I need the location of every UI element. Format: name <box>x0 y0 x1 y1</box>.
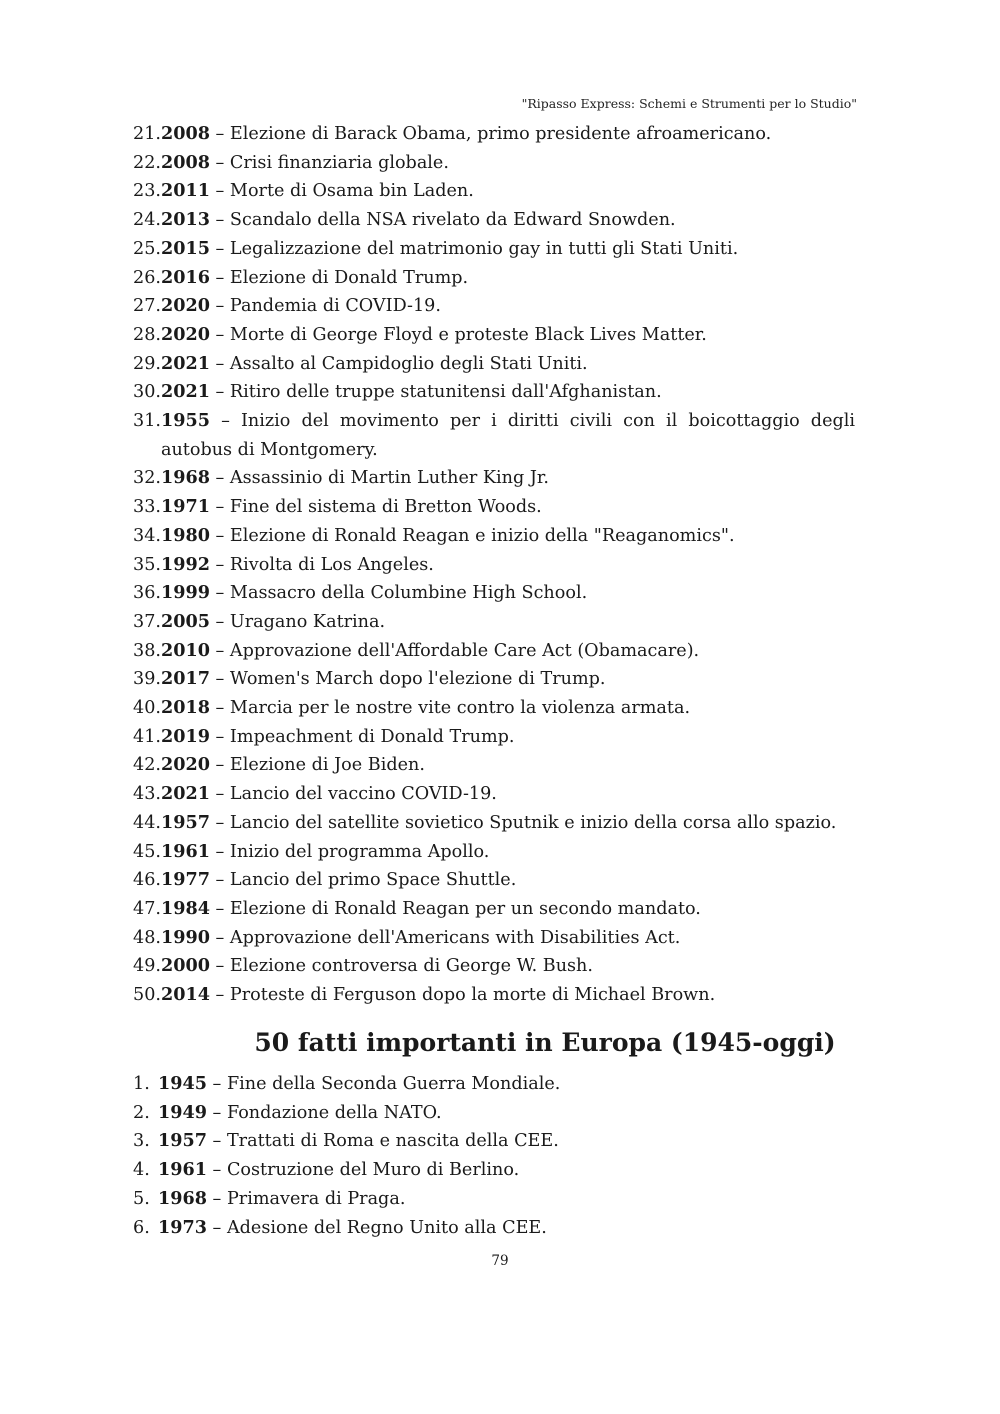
item-number: 29. <box>133 353 161 374</box>
list-item <box>133 149 855 178</box>
item-text: – Elezione di Donald Trump. <box>209 267 469 288</box>
list-item <box>133 694 855 723</box>
list-item <box>133 866 855 895</box>
item-text: – Proteste di Ferguson dopo la morte di Michael Brown. <box>209 985 716 1006</box>
list-item <box>133 838 855 867</box>
item-number: 21. <box>133 124 161 144</box>
item-text: – Fine della Seconda Guerra Mondiale. <box>206 1074 561 1094</box>
list-item <box>133 464 855 493</box>
europe-events-list <box>133 1070 855 1242</box>
item-text: – Fondazione della NATO. <box>206 1102 442 1123</box>
item-year: 1961 <box>158 1159 207 1181</box>
item-text: – Crisi finanziaria globale. <box>209 152 449 173</box>
list-item <box>133 177 855 206</box>
item-number: 30. <box>133 382 161 403</box>
list-item <box>133 1099 855 1128</box>
item-number: 5. <box>133 1188 150 1209</box>
item-year: 2021 <box>160 381 210 403</box>
item-year: 1971 <box>160 496 210 518</box>
list-item <box>133 378 855 407</box>
item-year: 2008 <box>160 123 210 144</box>
item-text: – Primavera di Praga. <box>206 1188 406 1209</box>
list-item <box>133 206 855 235</box>
item-number: 38. <box>133 640 161 661</box>
list-item <box>133 407 855 464</box>
item-number: 44. <box>133 812 161 833</box>
item-year: 2005 <box>160 610 210 632</box>
item-year: 2000 <box>160 955 210 977</box>
item-number: 4. <box>133 1160 150 1181</box>
item-year: 1949 <box>158 1101 207 1123</box>
item-number: 2. <box>133 1102 150 1123</box>
item-year: 2016 <box>160 266 210 288</box>
list-item <box>133 665 855 694</box>
list-item <box>133 321 855 350</box>
item-number: 36. <box>133 583 161 604</box>
page-number: 79 <box>491 1253 509 1269</box>
item-year: 1968 <box>160 467 210 489</box>
item-year: 1955 <box>160 410 210 432</box>
item-year: 2014 <box>160 984 210 1006</box>
item-number: 26. <box>133 267 161 288</box>
item-text: – Costruzione del Muro di Berlino. <box>206 1160 520 1181</box>
item-year: 2011 <box>160 180 210 202</box>
list-item <box>133 780 855 809</box>
item-text: – Fine del sistema di Bretton Woods. <box>209 497 542 518</box>
list-item <box>133 981 855 1010</box>
item-number: 41. <box>133 726 161 747</box>
list-item <box>133 264 855 293</box>
item-number: 39. <box>133 669 161 690</box>
item-number: 25. <box>133 238 161 259</box>
list-item <box>133 608 855 637</box>
item-text: – Inizio del programma Apollo. <box>209 841 490 862</box>
list-item <box>133 1070 855 1099</box>
item-text: – Ritiro delle truppe statunitensi dall'Afghanistan. <box>209 382 662 403</box>
item-number: 3. <box>133 1131 150 1152</box>
item-year: 2021 <box>160 352 210 374</box>
item-number: 24. <box>133 210 161 231</box>
item-year: 1980 <box>160 524 210 546</box>
item-number: 50. <box>133 985 161 1006</box>
list-item <box>133 1156 855 1185</box>
item-year: 1957 <box>158 1130 207 1152</box>
list-item <box>133 1214 855 1243</box>
item-text: – Elezione di Ronald Reagan per un secondo mandato. <box>209 898 701 919</box>
item-text: – Rivolta di Los Angeles. <box>209 554 434 575</box>
item-year: 2020 <box>160 754 210 776</box>
item-year: 2013 <box>160 209 210 231</box>
item-text: – Approvazione dell'Americans with Disabilities Act. <box>209 927 681 948</box>
item-number: 6. <box>133 1217 150 1238</box>
item-year: 2010 <box>160 639 210 661</box>
item-text: – Massacro della Columbine High School. <box>209 583 588 604</box>
item-text: – Women's March dopo l'elezione di Trump. <box>209 669 606 690</box>
list-item <box>133 292 855 321</box>
list-item <box>133 952 855 981</box>
list-item <box>133 551 855 580</box>
item-text: – Scandalo della NSA rivelato da Edward Snowden. <box>209 210 676 231</box>
list-item <box>133 723 855 752</box>
list-item <box>133 895 855 924</box>
item-text: – Lancio del satellite sovietico Sputnik e inizio della corsa allo spazio. <box>209 812 837 833</box>
item-text: – Uragano Katrina. <box>209 611 386 632</box>
item-number: 48. <box>133 927 161 948</box>
item-text: – Adesione del Regno Unito alla CEE. <box>206 1217 547 1238</box>
list-item <box>133 809 855 838</box>
item-text: – Morte di Osama bin Laden. <box>209 181 474 202</box>
list-item <box>133 924 855 953</box>
item-text: – Assassinio di Martin Luther King Jr. <box>209 468 549 489</box>
item-text: – Impeachment di Donald Trump. <box>209 726 515 747</box>
item-text: – Pandemia di COVID-19. <box>209 296 441 317</box>
item-text: – Marcia per le nostre vite contro la violenza armata. <box>209 698 691 719</box>
item-year: 2020 <box>160 323 210 345</box>
list-item <box>133 1185 855 1214</box>
item-text: – Elezione di Ronald Reagan e inizio della "Reaganomics". <box>209 525 735 546</box>
item-number: 32. <box>133 468 161 489</box>
item-year: 2019 <box>160 725 210 747</box>
item-year: 2018 <box>160 697 210 719</box>
item-number: 43. <box>133 784 161 805</box>
item-year: 2017 <box>160 668 210 690</box>
item-text: – Inizio del movimento per i diritti civili con il boicottaggio degli autobus di Montgomery. <box>160 411 855 460</box>
item-number: 47. <box>133 898 161 919</box>
item-year: 1961 <box>160 840 210 862</box>
section-title: 50 fatti importanti in Europa (1945-oggi) <box>254 1028 836 1057</box>
usa-events-list <box>133 120 855 1010</box>
item-year: 1990 <box>160 926 210 948</box>
item-number: 27. <box>133 296 161 317</box>
list-item <box>133 579 855 608</box>
list-item <box>133 1127 855 1156</box>
item-text: – Elezione di Barack Obama, primo presidente afroamericano. <box>209 124 772 144</box>
item-number: 1. <box>133 1074 150 1094</box>
item-year: 2021 <box>160 783 210 805</box>
list-item <box>133 493 855 522</box>
item-number: 40. <box>133 698 161 719</box>
item-number: 46. <box>133 870 161 891</box>
list-item <box>133 120 855 149</box>
item-year: 1973 <box>158 1216 207 1238</box>
list-item <box>133 637 855 666</box>
item-year: 2020 <box>160 295 210 317</box>
list-item <box>133 522 855 551</box>
item-number: 28. <box>133 324 161 345</box>
item-number: 42. <box>133 755 161 776</box>
running-header: "Ripasso Express: Schemi e Strumenti per lo Studio" <box>521 96 857 111</box>
list-item <box>133 751 855 780</box>
item-year: 1977 <box>160 869 210 891</box>
item-text: – Legalizzazione del matrimonio gay in tutti gli Stati Uniti. <box>209 238 739 259</box>
item-text: – Approvazione dell'Affordable Care Act (Obamacare). <box>209 640 700 661</box>
item-year: 1992 <box>160 553 210 575</box>
item-text: – Elezione controversa di George W. Bush. <box>209 956 593 977</box>
item-year: 2008 <box>160 151 210 173</box>
item-year: 1945 <box>158 1073 207 1094</box>
item-text: – Lancio del vaccino COVID-19. <box>209 784 497 805</box>
item-text: – Trattati di Roma e nascita della CEE. <box>206 1131 559 1152</box>
item-number: 34. <box>133 525 161 546</box>
list-item <box>133 235 855 264</box>
item-year: 1984 <box>160 897 210 919</box>
item-number: 22. <box>133 152 161 173</box>
item-text: – Elezione di Joe Biden. <box>209 755 425 776</box>
item-number: 31. <box>133 411 161 432</box>
item-number: 23. <box>133 181 161 202</box>
item-year: 1957 <box>160 811 210 833</box>
item-text: – Lancio del primo Space Shuttle. <box>209 870 517 891</box>
item-year: 2015 <box>160 237 210 259</box>
item-number: 49. <box>133 956 161 977</box>
item-text: – Assalto al Campidoglio degli Stati Uniti. <box>209 353 588 374</box>
item-text: – Morte di George Floyd e proteste Black Lives Matter. <box>209 324 707 345</box>
list-item <box>133 350 855 379</box>
item-number: 37. <box>133 611 161 632</box>
item-number: 33. <box>133 497 161 518</box>
item-number: 35. <box>133 554 161 575</box>
item-year: 1968 <box>158 1187 207 1209</box>
item-year: 1999 <box>160 582 210 604</box>
item-number: 45. <box>133 841 161 862</box>
